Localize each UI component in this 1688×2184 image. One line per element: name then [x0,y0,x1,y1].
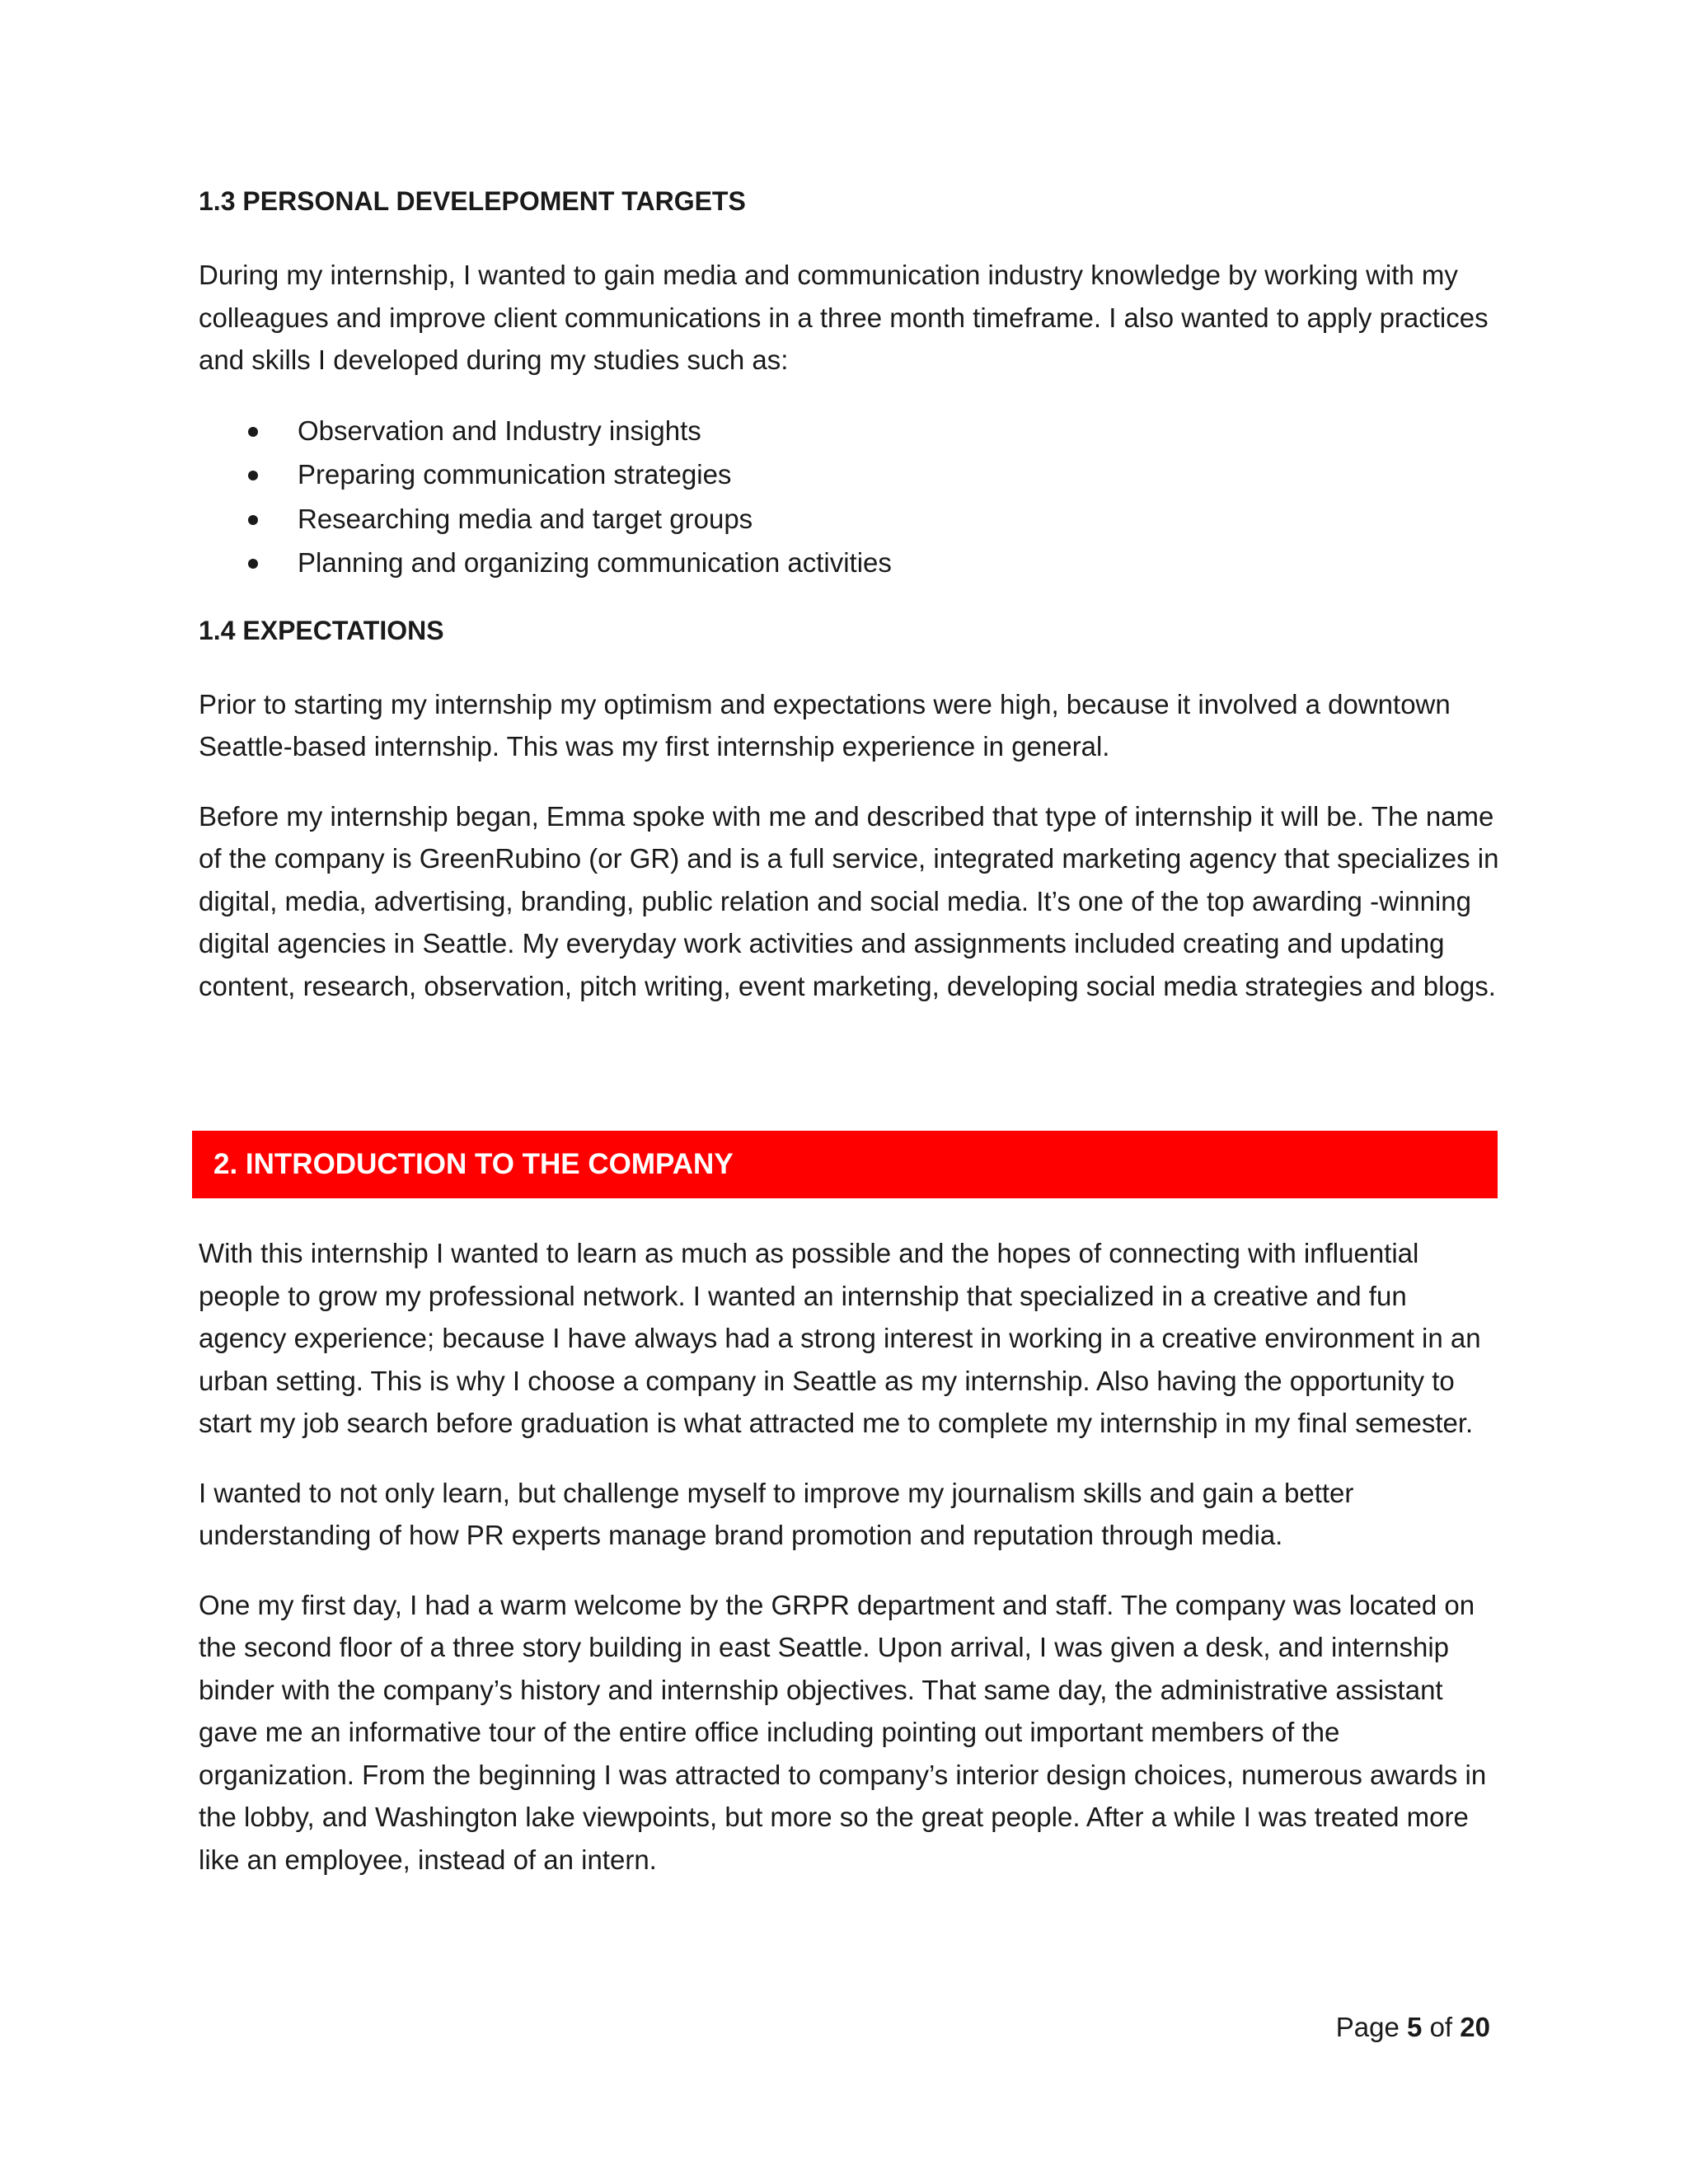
expectations-paragraph-2: Before my internship began, Emma spoke with me and described that type of internship it will be. The name of the company is GreenRubino (or GR) and is a full service, integrated marketing agency that specializes in digital, media, advertising, branding, public relation and social media. It’s one of the top awarding -winning digital agencies in Seattle. My everyday work activities and assignments included creating and updating content, research, observation, pitch writing, event marketing, developing social media strategies and blogs. [199,800,1499,1001]
section-1-3-intro: During my internship, I wanted to gain media and communication industry knowledge by working with my colleagues and improve client communications in a three month timeframe. I also wanted to apply practices and skills I developed during my studies such as: [199,260,1489,375]
list-item-text: Preparing communication strategies [298,459,732,490]
company-intro-paragraph-2: I wanted to not only learn, but challenge myself to improve my journalism skills and gain a better understanding of how PR experts manage brand promotion and reputation through media. [199,1477,1354,1550]
list-item [199,409,1501,453]
bullet-icon [248,471,258,480]
list-item-text: Observation and Industry insights [298,415,701,446]
total-pages-number: 20 [1460,2012,1490,2042]
bullet-icon [248,559,258,569]
list-item [199,541,1501,585]
section-2-block [199,1232,1501,1908]
expectations-paragraph-1: Prior to starting my internship my optimism and expectations were high, because it involved a downtown Seattle-based internship. This was my first internship experience in general. [199,688,1451,762]
bullet-icon [248,427,258,437]
bullet-icon [248,515,258,525]
page-number [1336,2009,1490,2046]
section-1-3-heading: 1.3 PERSONAL DEVELEPOMENT TARGETS [199,186,746,216]
section-2-title-bar: 2. INTRODUCTION TO THE COMPANY [192,1131,1498,1198]
skills-list [199,409,1501,585]
list-item-text: Researching media and target groups [298,503,753,534]
list-item [199,452,1501,497]
company-intro-paragraph-3: One my first day, I had a warm welcome by the GRPR department and staff. The company was located on the second floor of a three story building in east Seattle. Upon arrival, I was given a desk, and internship binder with the company’s history and internship objectives. That same day, the administrative assistant gave me an informative tour of the entire office including pointing out important members of the organization. From the beginning I was attracted to company’s interior design choices, numerous awards in the lobby, and Washington lake viewpoints, but more so the great people. After a while I was treated more like an employee, instead of an intern. [199,1589,1487,1875]
of-label: of [1429,2012,1453,2042]
section-1-4-heading: 1.4 EXPECTATIONS [199,615,444,645]
list-item-text: Planning and organizing communication activities [298,547,892,578]
list-item [199,497,1501,541]
company-intro-paragraph-1: With this internship I wanted to learn as much as possible and the hopes of connecting with influential people to grow my professional network. I wanted an internship that specialized in a creative and fun agency experience; because I have always had a strong interest in working in a creative environment in an urban setting. This is why I choose a company in Seattle as my internship. Also having the opportunity to start my job search before graduation is what attracted me to complete my internship in my final semester. [199,1238,1481,1438]
current-page-number: 5 [1407,2012,1423,2042]
page-label: Page [1335,2012,1400,2042]
section-1-block [199,183,1501,1034]
